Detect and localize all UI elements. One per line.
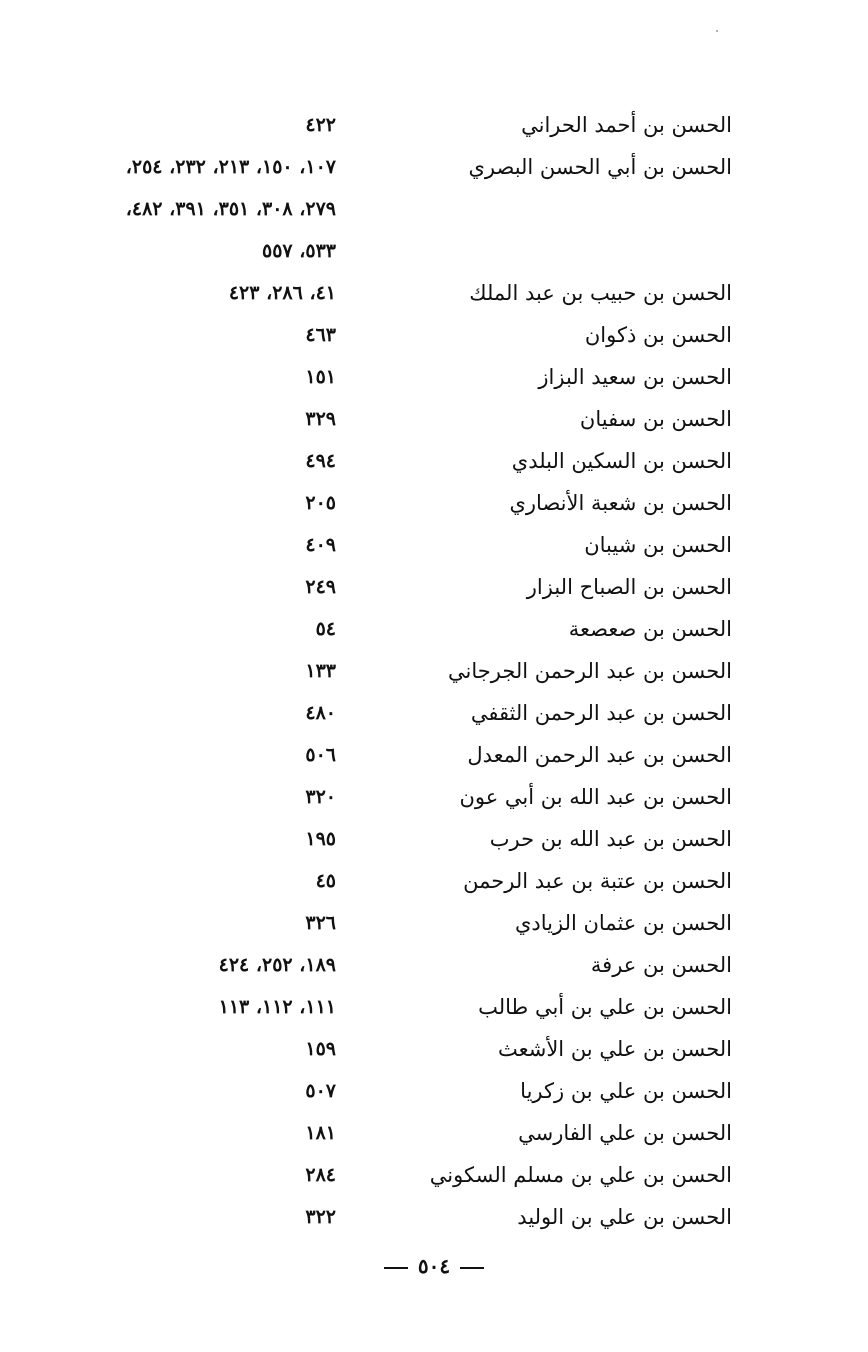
page-refs-line: ١٥٩ [305, 1038, 336, 1060]
entry-name: الحسن بن عثمان الزيادي [514, 911, 732, 935]
page-refs-line: ١٥١ [305, 366, 336, 388]
entry-pages [20, 734, 336, 776]
page-refs-line: ٥٠٦ [305, 744, 336, 766]
entry-name: الحسن بن صعصعة [568, 617, 732, 641]
page-refs-line: ٢٧٩، ٣٠٨، ٣٥١، ٣٩١، ٤٨٢، [125, 198, 336, 220]
page-refs-line: ٤٠٩ [305, 534, 336, 556]
scan-speck [716, 30, 718, 32]
entry-pages [20, 608, 336, 650]
entry-name: الحسن بن عبد الرحمن الثقفي [470, 701, 732, 725]
entry-name: الحسن بن عبد الرحمن المعدل [467, 743, 732, 767]
page-refs-line: ٥٠٧ [305, 1080, 336, 1102]
page-refs-line: ٣٢٩ [305, 408, 336, 430]
entry-pages [20, 650, 336, 692]
page-refs-line: ١٩٥ [305, 828, 336, 850]
entry-name: الحسن بن سفيان [579, 407, 732, 431]
entry-name: الحسن بن أحمد الحراني [521, 113, 732, 137]
page-refs-line: ٤١، ٢٨٦، ٤٢٣ [228, 282, 336, 304]
index-entry [20, 1196, 732, 1238]
index-entry [20, 986, 732, 1028]
index-entry [20, 566, 732, 608]
index-entry [20, 944, 732, 986]
page-refs-line: ٣٢٠ [305, 786, 336, 808]
entry-pages [20, 1112, 336, 1154]
index-entry [20, 1070, 732, 1112]
entry-pages [20, 1154, 336, 1196]
entry-name: الحسن بن السكين البلدي [511, 449, 732, 473]
index-entry [20, 818, 732, 860]
index-entry [20, 524, 732, 566]
index-entry [20, 482, 732, 524]
footer-dash-left [384, 1267, 408, 1269]
entry-name: الحسن بن علي بن أبي طالب [478, 995, 732, 1019]
entry-name: الحسن بن أبي الحسن البصري [468, 155, 732, 179]
page-footer [0, 1254, 868, 1278]
entry-name: الحسن بن سعيد البزاز [538, 365, 732, 389]
name-index-list [20, 104, 732, 1238]
entry-pages [20, 1028, 336, 1070]
page-refs-line: ٢٠٥ [305, 492, 336, 514]
index-entry [20, 734, 732, 776]
entry-name: الحسن بن عبد الله بن أبي عون [459, 785, 732, 809]
entry-name: الحسن بن عرفة [590, 953, 732, 977]
index-entry [20, 356, 732, 398]
page-refs-line: ١٠٧، ١٥٠، ٢١٣، ٢٣٢، ٢٥٤، [125, 156, 336, 178]
index-entry [20, 272, 732, 314]
page-refs-line: ٥٤ [315, 618, 336, 640]
entry-name: الحسن بن علي بن زكريا [520, 1079, 732, 1103]
index-entry [20, 608, 732, 650]
entry-pages [20, 986, 336, 1028]
page-refs-line: ٣٢٢ [305, 1206, 336, 1228]
index-entry [20, 692, 732, 734]
page-refs-line: ٤٥ [315, 870, 336, 892]
page-number: ٥٠٤ [417, 1254, 451, 1278]
page-refs-line: ١٨٩، ٢٥٢، ٤٢٤ [218, 954, 336, 976]
entry-pages [20, 104, 336, 146]
index-entry [20, 146, 732, 272]
index-entry [20, 398, 732, 440]
index-entry [20, 1154, 732, 1196]
index-entry [20, 1112, 732, 1154]
entry-pages [20, 902, 336, 944]
index-entry [20, 1028, 732, 1070]
entry-name: الحسن بن علي بن الوليد [517, 1205, 732, 1229]
entry-name: الحسن بن شيبان [584, 533, 732, 557]
page-refs-line: ٤٢٢ [305, 114, 336, 136]
entry-pages [20, 398, 336, 440]
entry-pages [20, 692, 336, 734]
entry-pages [20, 440, 336, 482]
footer-dash-right [460, 1267, 484, 1269]
index-entry [20, 776, 732, 818]
entry-name: الحسن بن شعبة الأنصاري [509, 491, 732, 515]
entry-name: الحسن بن عتبة بن عبد الرحمن [463, 869, 732, 893]
entry-pages [20, 1070, 336, 1112]
entry-name: الحسن بن حبيب بن عبد الملك [469, 281, 732, 305]
entry-pages [20, 818, 336, 860]
entry-pages [20, 776, 336, 818]
entry-pages [20, 1196, 336, 1238]
index-entry [20, 902, 732, 944]
page-refs-line: ١٣٣ [305, 660, 336, 682]
index-entry [20, 650, 732, 692]
page-refs-line: ٤٦٣ [305, 324, 336, 346]
entry-name: الحسن بن علي بن الأشعث [497, 1037, 732, 1061]
page-refs-line: ٢٨٤ [305, 1164, 336, 1186]
page-refs-line: ٢٤٩ [305, 576, 336, 598]
index-entry [20, 440, 732, 482]
entry-pages [20, 272, 336, 314]
index-entry [20, 314, 732, 356]
entry-pages [20, 356, 336, 398]
entry-name: الحسن بن علي الفارسي [518, 1121, 732, 1145]
entry-name: الحسن بن علي بن مسلم السكوني [429, 1163, 732, 1187]
entry-name: الحسن بن عبد الرحمن الجرجاني [448, 659, 732, 683]
index-entry [20, 860, 732, 902]
entry-name: الحسن بن عبد الله بن حرب [489, 827, 732, 851]
entry-name: الحسن بن ذكوان [584, 323, 732, 347]
page-refs-line: ٥٣٣، ٥٥٧ [262, 240, 336, 262]
page-refs-line: ١١١، ١١٢، ١١٣ [218, 996, 336, 1018]
entry-pages [20, 524, 336, 566]
entry-pages [20, 566, 336, 608]
index-entry [20, 104, 732, 146]
entry-pages [20, 482, 336, 524]
entry-name: الحسن بن الصباح البزار [526, 575, 732, 599]
entry-pages [20, 860, 336, 902]
page-refs-line: ١٨١ [305, 1122, 336, 1144]
page-refs-line: ٣٢٦ [305, 912, 336, 934]
entry-pages [20, 146, 336, 272]
entry-pages [20, 944, 336, 986]
page-refs-line: ٤٨٠ [305, 702, 336, 724]
page-refs-line: ٤٩٤ [305, 450, 336, 472]
entry-pages [20, 314, 336, 356]
